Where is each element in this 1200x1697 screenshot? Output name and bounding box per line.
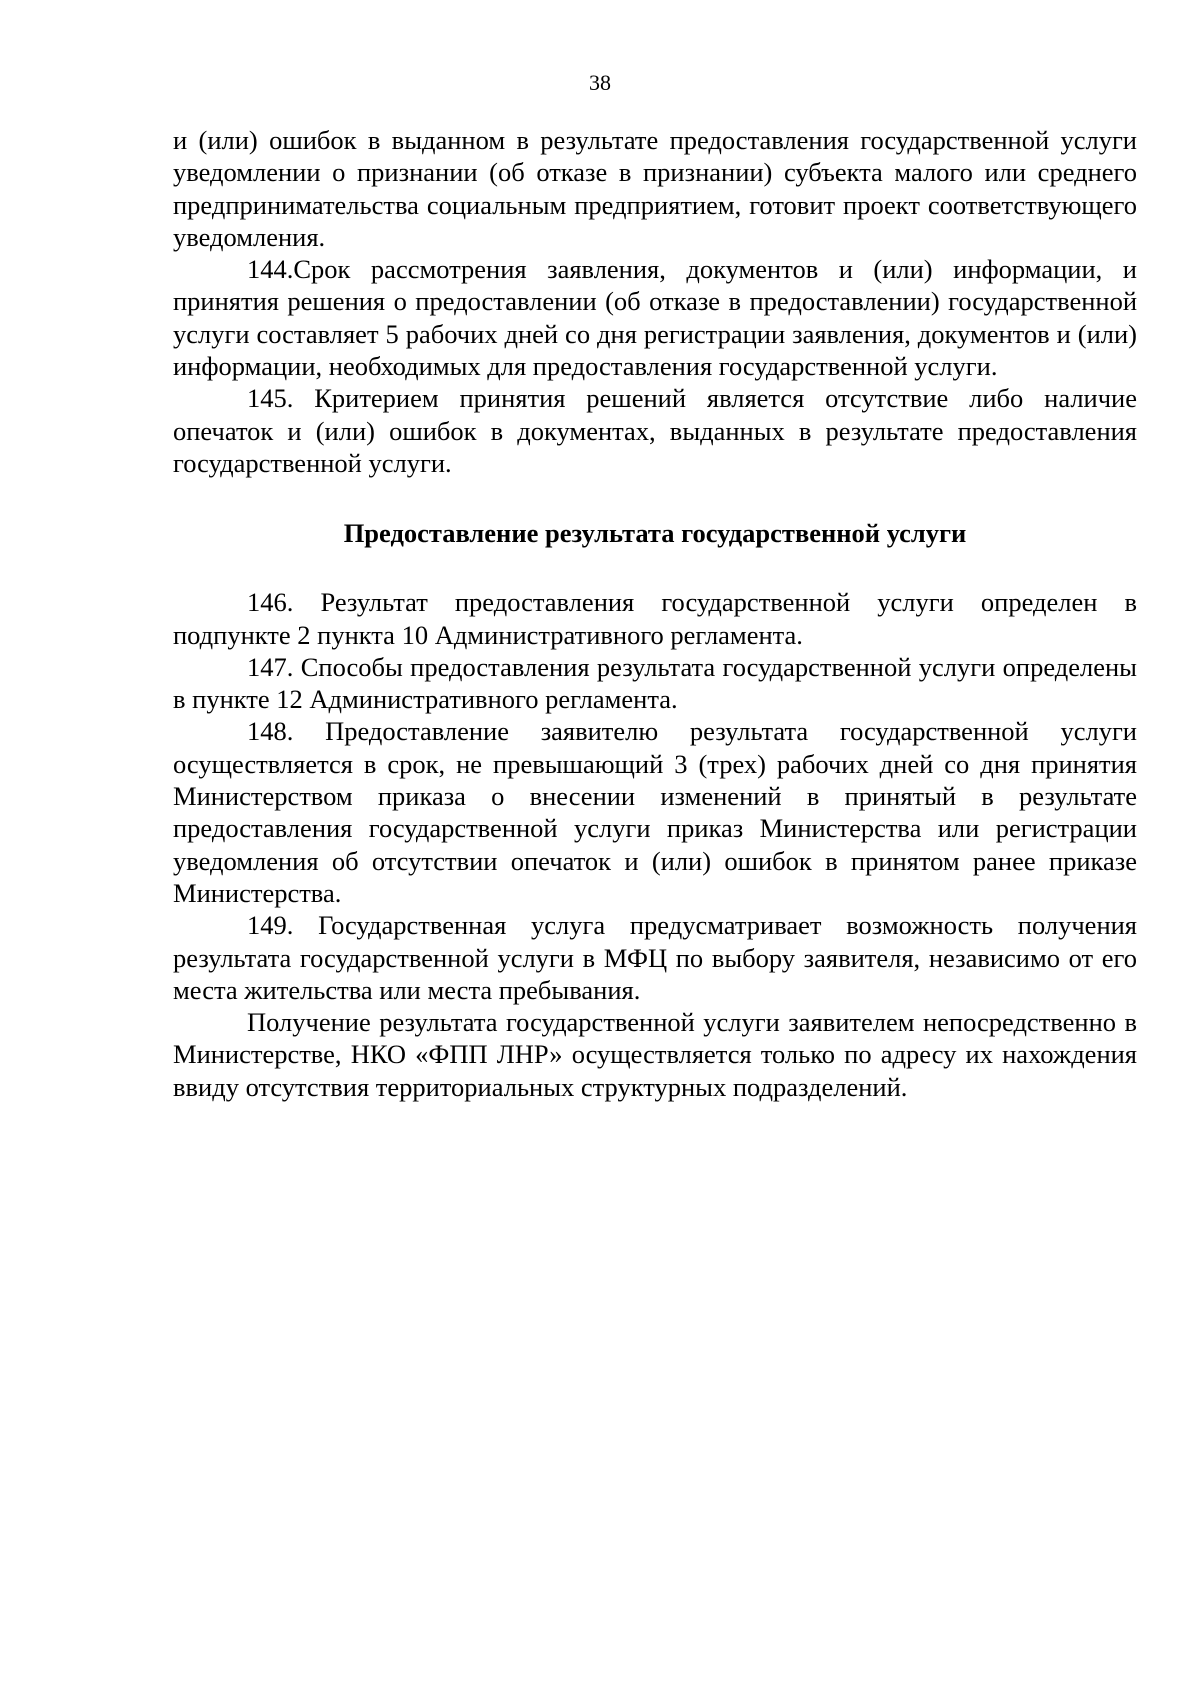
paragraph-145: 145. Критерием принятия решений является отсутствие либо наличие опечаток и (или) ошибок в документах, выданных в результате предоставления государственной услуги. bbox=[173, 383, 1137, 478]
paragraph-148: 148. Предоставление заявителю результата государственной услуги осуществляется в срок, не превышающий 3 (трех) рабочих дней со дня принятия Министерством приказа о внесении изменений в принятый в результате предоставления государственной услуги приказ Министерства или регистрации уведомления об отсутствии опечаток и (или) ошибок в принятом ранее приказе Министерства. bbox=[173, 716, 1137, 908]
paragraph-147: 147. Способы предоставления результата государственной услуги определены в пункте 12 Административного регламента. bbox=[173, 651, 1137, 715]
page-number: 38 bbox=[589, 70, 611, 95]
paragraph-149: 149. Государственная услуга предусматривает возможность получения результата государственной услуги в МФЦ по выбору заявителя, независимо от его места жительства или места пребывания. bbox=[173, 910, 1137, 1005]
paragraph-149-continued: Получение результата государственной услуги заявителем непосредственно в Министерстве, НКО «ФПП ЛНР» осуществляется только по адресу их нахождения ввиду отсутствия территориальных структурных подразделений. bbox=[173, 1007, 1137, 1102]
paragraph-146: 146. Результат предоставления государственной услуги определен в подпункте 2 пункта 10 Административного регламента. bbox=[173, 587, 1137, 650]
paragraph-144: 144.Срок рассмотрения заявления, документов и (или) информации, и принятия решения о предоставлении (об отказе в предоставлении) государственной услуги составляет 5 рабочих дней со дня регистрации заявления, документов и (или) информации, необходимых для предоставления государственной услуги. bbox=[173, 254, 1137, 382]
section-heading: Предоставление результата государственной услуги bbox=[343, 518, 967, 549]
document-body bbox=[173, 124, 1137, 1103]
paragraph-continuation: и (или) ошибок в выданном в результате предоставления государственной услуги уведомлении о признании (об отказе в признании) субъекта малого или среднего предпринимательства социальным предприятием, готовит проект соответствующего уведомления. bbox=[173, 125, 1137, 252]
